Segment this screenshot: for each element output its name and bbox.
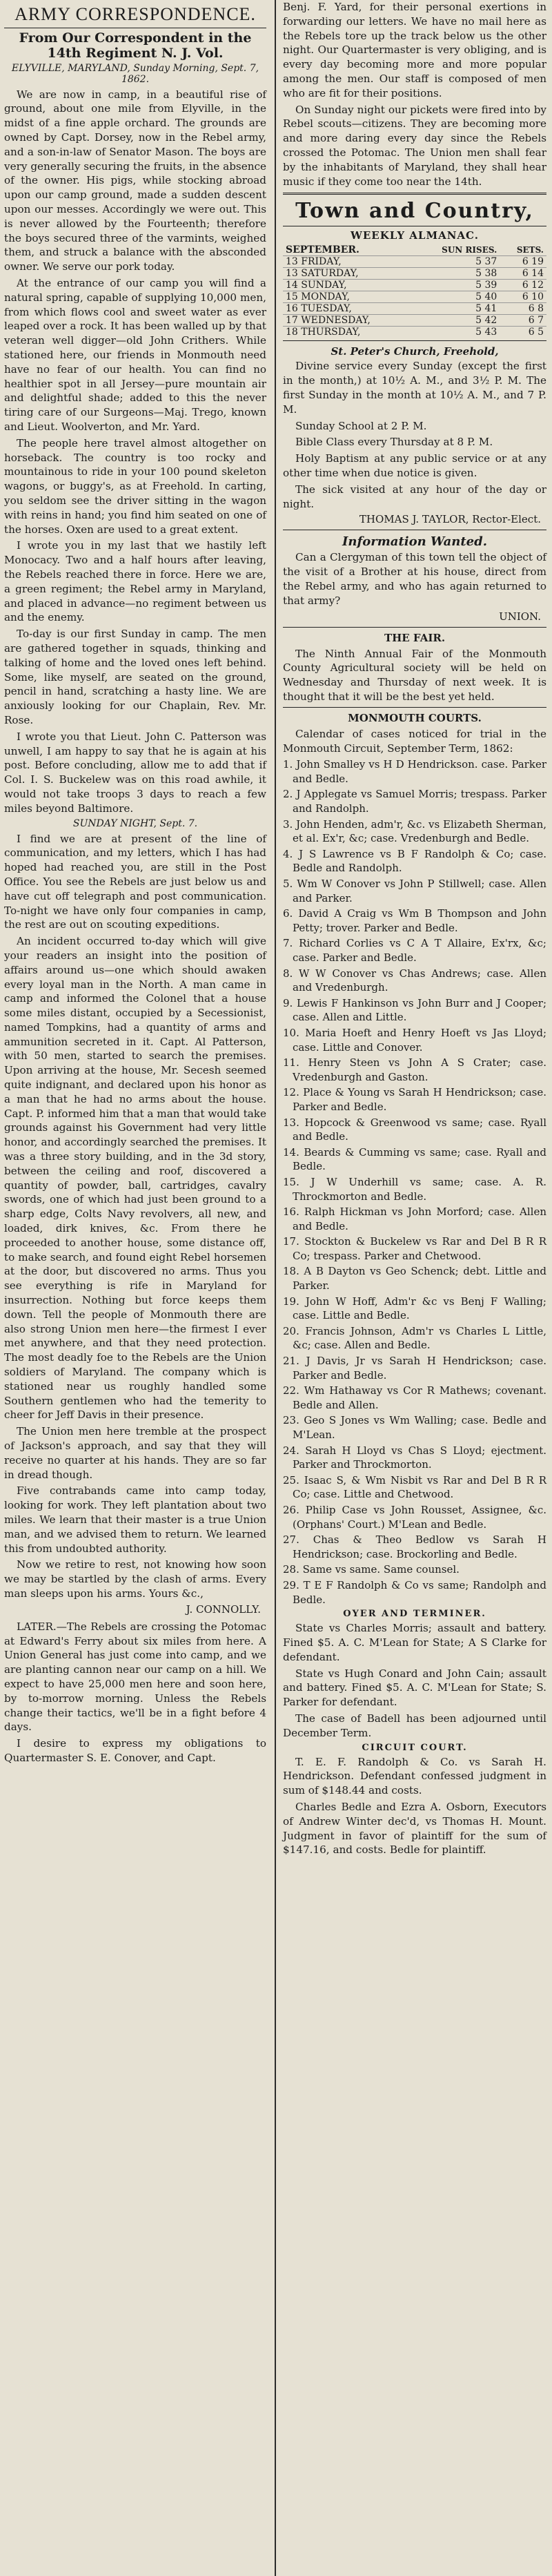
- court-case: 16. Ralph Hickman vs John Morford; case. Allen and Bedle.: [283, 1205, 546, 1232]
- paragraph: Benj. F. Yard, for their personal exertions in forwarding our letters. We have no mail here as the Rebels tore up the track below us the other night. Our Quartermaster is very obliging, and is every day becoming more and more popular among the men. Our staff is composed of men who are fit for their positions.: [283, 1, 546, 99]
- almanac-cell: 5 38: [413, 268, 500, 280]
- almanac-row: [283, 291, 546, 303]
- left-column: [0, 0, 273, 2576]
- almanac-row: [283, 303, 546, 315]
- paragraph: I find we are at present of the line of communication, and my letters, which I has had hoped had reached you, are still in the Post Office. You see the Rebels are just below us and have cut off telegraph and post communication. To-night we have only four companies in camp, the rest are out on scouting expeditions.: [4, 832, 266, 931]
- court-case: 20. Francis Johnson, Adm'r vs Charles L Little, &c; case. Allen and Bedle.: [283, 1324, 546, 1352]
- almanac-row: [283, 315, 546, 327]
- paragraph: The Union men here tremble at the prospect of Jackson's approach, and say that they will receive no quarter at his hands. They are so far in dread though.: [4, 1425, 266, 1481]
- court-case: 2. J Applegate vs Samuel Morris; trespass. Parker and Randolph.: [283, 788, 546, 815]
- court-case: 14. Beards & Cumming vs same; case. Ryall and Bedle.: [283, 1145, 546, 1173]
- paragraph: Sunday School at 2 P. M.: [295, 419, 427, 432]
- almanac-cell: 5 37: [413, 256, 500, 268]
- almanac-cell: 5 42: [413, 315, 500, 327]
- almanac-cell: 13 SATURDAY,: [283, 268, 413, 280]
- court-case: 9. Lewis F Hankinson vs John Burr and J Cooper; case. Allen and Little.: [283, 996, 546, 1024]
- almanac-cell: 13 FRIDAY,: [283, 256, 413, 268]
- court-case: 23. Geo S Jones vs Wm Walling; case. Bedle and M'Lean.: [283, 1414, 546, 1442]
- article-dateline: ELYVILLE, MARYLAND, Sunday Morning, Sept. 7, 1862.: [11, 62, 259, 85]
- almanac-cell: 18 THURSDAY,: [283, 327, 413, 338]
- almanac-cell: 6 5: [500, 327, 546, 338]
- almanac-col-header: SEPTEMBER.: [286, 244, 359, 256]
- court-case: 6. David A Craig vs Wm B Thompson and John Petty; trover. Parker and Bedle.: [283, 907, 546, 934]
- rule: [283, 340, 546, 341]
- court-case: 24. Sarah H Lloyd vs Chas S Lloyd; ejectment. Parker and Throckmorton.: [283, 1444, 546, 1471]
- paragraph: I desire to express my obligations to Quartermaster S. E. Conover, and Capt.: [4, 1737, 266, 1764]
- court-case: 12. Place & Young vs Sarah H Hendrickson; case. Parker and Bedle.: [283, 1086, 546, 1113]
- correspondent-signature: J. CONNOLLY.: [186, 1602, 261, 1616]
- court-case: 25. Isaac S, & Wm Nisbit vs Rar and Del B R R Co; case. Little and Chetwood.: [283, 1473, 546, 1501]
- paragraph: I wrote you that Lieut. John C. Patterson was unwell, I am happy to say that he is again at his post. Before concluding, allow me to add that if Col. I. S. Buckelew was on this road awhile, it would not take troops 3 days to reach a few miles beyond Baltimore.: [4, 730, 266, 815]
- paragraph: Bible Class every Thursday at 8 P. M.: [295, 436, 493, 449]
- court-case: 19. John W Hoff, Adm'r &c vs Benj F Walling; case. Little and Bedle.: [283, 1295, 546, 1322]
- almanac-col-header: SETS.: [516, 245, 544, 255]
- almanac-cell: 5 43: [413, 327, 500, 338]
- almanac-row: [283, 327, 546, 338]
- court-case: 18. A B Dayton vs Geo Schenck; debt. Little and Parker.: [283, 1265, 546, 1292]
- court-case: 27. Chas & Theo Bedlow vs Sarah H Hendrickson; case. Brockorling and Bedle.: [283, 1533, 546, 1560]
- court-case: 7. Richard Corlies vs C A T Allaire, Ex'rx, &c; case. Parker and Bedle.: [283, 937, 546, 965]
- column-divider: [275, 0, 276, 2576]
- case-list: [283, 757, 546, 1607]
- paragraph: State vs Hugh Conard and John Cain; assault and battery. Fined $5. A. C. M'Lean for State; S. Parker for defendant.: [283, 1667, 546, 1709]
- almanac-body: [283, 256, 546, 338]
- army-correspondence-heading: ARMY CORRESPONDENCE.: [14, 4, 256, 24]
- sunday-night-subhead: SUNDAY NIGHT, Sept. 7.: [72, 817, 198, 829]
- court-case: 5. Wm W Conover vs John P Stillwell; case. Allen and Parker.: [283, 878, 546, 904]
- church-title: St. Peter's Church, Freehold,: [331, 345, 499, 358]
- court-case: 26. Philip Case vs John Rousset, Assignee, &c. (Orphans' Court.) M'Lean and Bedle.: [283, 1503, 546, 1531]
- almanac-cell: 6 10: [500, 291, 546, 303]
- almanac-row: [283, 256, 546, 268]
- court-case: 22. Wm Hathaway vs Cor R Mathews; covenant. Bedle and Allen.: [283, 1384, 546, 1411]
- almanac-table: [283, 244, 546, 338]
- almanac-title: WEEKLY ALMANAC.: [351, 229, 479, 242]
- church-signature: THOMAS J. TAYLOR, Rector-Elect.: [359, 513, 541, 526]
- paragraph: Now we retire to rest, not knowing how soon we may be startled by the clash of arms. Every man sleeps upon his arms. Yours &c.,: [4, 1558, 266, 1600]
- almanac-cell: 16 TUESDAY,: [283, 303, 413, 315]
- almanac-cell: 6 19: [500, 256, 546, 268]
- town-and-country-masthead: Town and Country,: [295, 199, 534, 224]
- court-case: 4. J S Lawrence vs B F Randolph & Co; case. Bedle and Randolph.: [283, 847, 546, 875]
- paragraph: I wrote you in my last that we hastily left Monocacy. Two and a half hours after leaving, the Rebels reached there in force. Here we are, a green regiment; the Rebel army in Maryland, and placed in advance—no regiment between us and the enemy.: [4, 539, 266, 624]
- right-column: [277, 0, 552, 2576]
- almanac-cell: 15 MONDAY,: [283, 291, 413, 303]
- almanac-col-header: SUN RISES.: [442, 245, 497, 255]
- court-case: 1. John Smalley vs H D Hendrickson. case. Parker and Bedle.: [283, 758, 546, 785]
- later-paragraph: LATER.—The Rebels are crossing the Potomac at Edward's Ferry about six miles from here. A Union General has just come into camp, and we are planting cannon near our camp on a hill. We expect to have 25,000 men here and soon here, by to-morrow morning. Unless the Rebels change their tactics, we'll be in a fight before 4 days.: [4, 1620, 266, 1734]
- court-case: 28. Same vs same. Same counsel.: [283, 1563, 460, 1576]
- almanac-row: [283, 268, 546, 280]
- almanac-cell: 14 SUNDAY,: [283, 280, 413, 291]
- court-case: 10. Maria Hoeft and Henry Hoeft vs Jas Lloyd; case. Little and Conover.: [283, 1026, 546, 1054]
- almanac-cell: 5 40: [413, 291, 500, 303]
- paragraph: State vs Charles Morris; assault and battery. Fined $5. A. C. M'Lean for State; A S Clarke for defendant.: [283, 1622, 546, 1663]
- paragraph: To-day is our first Sunday in camp. The men are gathered together in squads, thinking and talking of home and the loved ones left behind. Some, like myself, are seated on the ground, pencil in hand, scratching a hasty line. We are anxiously looking for our Chaplain, Rev. Mr. Rose.: [4, 628, 266, 726]
- info-signature: UNION.: [499, 610, 541, 623]
- almanac-cell: 5 41: [413, 303, 500, 315]
- information-wanted-title: Information Wanted.: [342, 534, 487, 550]
- almanac-row: [283, 280, 546, 291]
- court-case: 8. W W Conover vs Chas Andrews; case. Allen and Vredenburgh.: [283, 967, 546, 994]
- paragraph: Divine service every Sunday (except the first in the month,) at 10½ A. M., and 3½ P. M. The first Sunday in the month at 10½ A. M., and 7 P. M.: [283, 360, 546, 416]
- circuit-title: CIRCUIT COURT.: [362, 1742, 468, 1753]
- rule: [283, 627, 546, 628]
- paragraph: The people here travel almost altogether on horseback. The country is too rocky and mountainous to ride in your 100 pound skeleton wagons, or buggy's, as at Freehold. In carting, you seldom see the driver sitting in the wagon with reins in hand; you find him seated on one of the horses. Oxen are used to a great extent.: [4, 436, 266, 536]
- almanac-cell: 6 14: [500, 268, 546, 280]
- court-case: 21. J Davis, Jr vs Sarah H Hendrickson; case. Parker and Bedle.: [283, 1355, 546, 1382]
- courts-title: MONMOUTH COURTS.: [348, 711, 482, 724]
- court-case: 29. T E F Randolph & Co vs same; Randolph and Bedle.: [283, 1578, 546, 1606]
- almanac-cell: 17 WEDNESDAY,: [283, 315, 413, 327]
- paragraph: Five contrabands came into camp today, looking for work. They left plantation about two miles. We learn that their master is a true Union man, and we advised them to return. We learned this from undoubted authority.: [4, 1484, 266, 1555]
- article-headline: From Our Correspondent in the 14th Regiment N. J. Vol.: [19, 30, 252, 61]
- paragraph: T. E. F. Randolph & Co. vs Sarah H. Hendrickson. Defendant confessed judgment in sum of $148.44 and costs.: [283, 1755, 546, 1797]
- court-case: 15. J W Underhill vs same; case. A. R. Throckmorton and Bedle.: [283, 1175, 546, 1203]
- paragraph: We are now in camp, in a beautiful rise of ground, about one mile from Elyville, in the midst of a fine apple orchard. The grounds are owned by Capt. Dorsey, now in the Rebel army, and a son-in-law of Senator Mason. The boys are very generally securing the fruits, in the absence of the owner. His pigs, while stocking abroad upon our camp ground, made a sudden descent upon our messes. Accordingly we were out. This is never allowed by the Fourteenth; therefore the boys secured three of the varmints, weighed them, and struck a balance with the absconded owner. We serve our pork today.: [4, 88, 266, 273]
- almanac-cell: 5 39: [413, 280, 500, 291]
- paragraph: The Ninth Annual Fair of the Monmouth County Agricultural society will be held on Wednesday and Thursday of next week. It is thought that it will be the best yet held.: [283, 647, 546, 703]
- paragraph: Holy Baptism at any public service or at any other time when due notice is given.: [283, 452, 546, 479]
- fair-title: THE FAIR.: [384, 631, 446, 644]
- almanac-cell: 6 12: [500, 280, 546, 291]
- paragraph: Can a Clergyman of this town tell the object of the visit of a Brother at his house, direct from the Rebel army, and who has again returned to that army?: [283, 551, 546, 607]
- oyer-title: OYER AND TERMINER.: [343, 1609, 486, 1620]
- rule: [283, 193, 546, 195]
- court-case: 17. Stockton & Buckelew vs Rar and Del B R R Co; trespass. Parker and Chetwood.: [283, 1235, 546, 1262]
- paragraph: On Sunday night our pickets were fired into by Rebel scouts—citizens. They are becoming more and more daring every day since the Rebels crossed the Potomac. The Union men shall fear by the inhabitants of Maryland, they shall hear music if they come too near the 14th.: [283, 103, 546, 188]
- court-case: 11. Henry Steen vs John A S Crater; case. Vredenburgh and Gaston.: [283, 1056, 546, 1083]
- paragraph: Calendar of cases noticed for trial in the Monmouth Circuit, September Term, 1862:: [283, 727, 546, 755]
- court-case: 3. John Henden, adm'r, &c. vs Elizabeth Sherman, et al. Ex'r, &c; case. Vredenburgh and Bedle.: [283, 817, 546, 845]
- almanac-cell: 6 8: [500, 303, 546, 315]
- rule: [283, 707, 546, 708]
- court-case: 13. Hopcock & Greenwood vs same; case. Ryall and Bedle.: [283, 1116, 546, 1143]
- almanac-cell: 6 7: [500, 315, 546, 327]
- paragraph: At the entrance of our camp you will find a natural spring, capable of supplying 10,000 men, from which flows cool and sweet water as ever leaped over a rock. It has been walled up by that veteran well digger—old John Crithers. While stationed here, our friends in Monmouth need have no fear of our health. You can find no healthier spot in all Jersey—pure mountain air and delightful shade; added to this the never tiring care of our Surgeons—Maj. Trego, known and Lieut. Woolverton, and Mr. Yard.: [4, 277, 266, 434]
- paragraph: The sick visited at any hour of the day or night.: [283, 483, 546, 510]
- paragraph: Charles Bedle and Ezra A. Osborn, Executors of Andrew Winter dec'd, vs Thomas H. Mount. Judgment in favor of plaintiff for the sum of $147.16, and costs. Bedle for plaintiff.: [283, 1800, 546, 1857]
- paragraph: The case of Badell has been adjourned until December Term.: [283, 1712, 546, 1739]
- paragraph: An incident occurred to-day which will give your readers an insight into the position of affairs around us—one which should awaken every loyal man in the North. A man came in camp and informed the Colonel that a house some miles distant, occupied by a Secessionist, named Tompkins, had a quantity of arms and ammunition secreted in it. Capt. Al Patterson, with 50 men, started to search the premises. Upon arriving at the house, Mr. Secesh seemed quite indignant, and declared upon his honor as a man that he had no arms about the house. Capt. P. informed him that a man that would take grounds against his Government had very little honor, and accordingly searched the premises. It was a three story building, and in the 3d story, between the ceiling and roof, discovered a quantity of powder, ball, cartridges, cavalry swords, one of which had just been ground to a sharp edge, Colts Navy revolvers, all new, and loaded, dirk knives, &c. From there he proceeded to another house, some distance off, to make search, and found eight Rebel horsemen at the door, but discovered no arms. Thus you see everything is rife in Maryland for insurrection. Nothing but force keeps them down. Tell the people of Monmouth there are also strong Union men here—the firmest I ever met anywhere, and that they need protection. The most deadly foe to the Rebels are the Union soldiers of Maryland. The company which is stationed near us roughly handled some Southern gentlemen who had the temerity to cheer for Jeff Davis in their presence.: [4, 935, 266, 1422]
